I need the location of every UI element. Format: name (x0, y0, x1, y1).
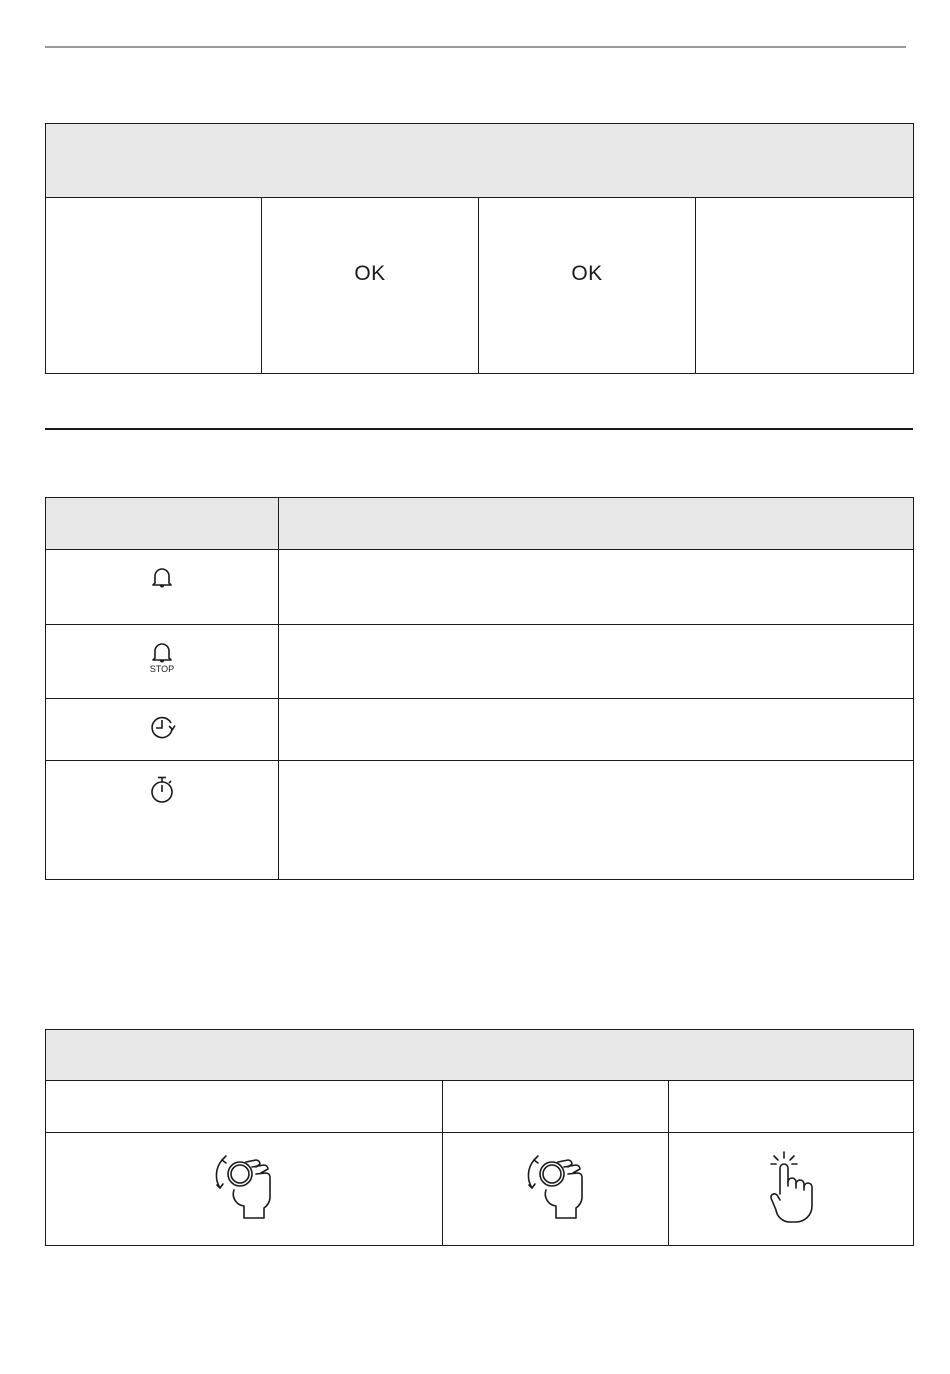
turn-knob-hand-icon (212, 1150, 276, 1224)
gesture-label-cell-2 (443, 1081, 669, 1133)
clock-delay-icon (148, 713, 176, 741)
turn-knob-hand-icon (524, 1150, 588, 1224)
symbol-table-header-description (279, 498, 914, 550)
gesture-table-header (46, 1030, 914, 1081)
symbol-description (279, 761, 914, 880)
ok-label: OK (571, 262, 603, 285)
table-row (46, 550, 914, 625)
ok-steps-cell-2 (262, 198, 479, 374)
section-divider (45, 428, 913, 430)
table-row (46, 761, 914, 880)
bell-stop-icon (147, 639, 177, 675)
ok-steps-cell-4 (696, 198, 914, 374)
press-hand-icon (766, 1150, 816, 1224)
gesture-label-cell-1 (46, 1081, 443, 1133)
gesture-label-cell-3 (669, 1081, 914, 1133)
symbol-table (45, 497, 914, 880)
gesture-table (45, 1029, 914, 1246)
ok-steps-cell-1 (46, 198, 262, 374)
bell-icon (149, 564, 175, 590)
stopwatch-icon (148, 775, 176, 805)
table-row (46, 699, 914, 761)
ok-steps-table-header (46, 124, 914, 198)
symbol-description (279, 699, 914, 761)
symbol-description (279, 625, 914, 699)
stop-label: STOP (149, 664, 175, 674)
top-divider (45, 46, 906, 48)
table-row (46, 625, 914, 699)
ok-label: OK (354, 262, 386, 285)
ok-steps-cell-3 (479, 198, 696, 374)
ok-steps-table (45, 123, 914, 374)
symbol-description (279, 550, 914, 625)
symbol-table-header-symbol (46, 498, 279, 550)
